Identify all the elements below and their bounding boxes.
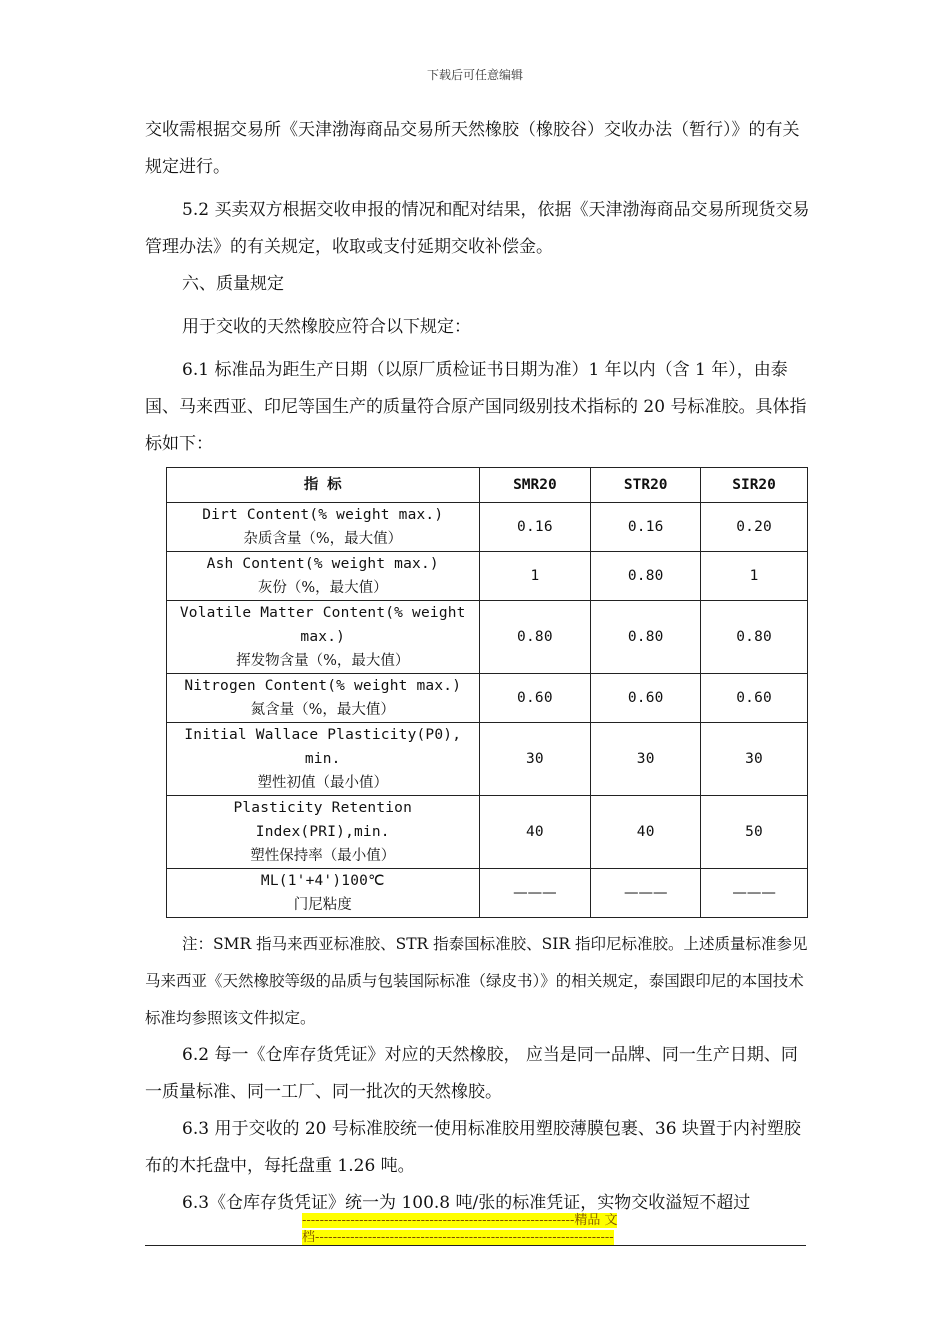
value-str: 0.80 [591,601,701,674]
indicator-en: Volatile Matter Content(% weight max.) [179,605,466,645]
table-header-row [167,468,808,503]
value-smr: 1 [479,552,591,601]
document-body [145,112,810,1222]
value-str: ——— [591,869,701,918]
footer-line-1: --------------------------------------------------------------精品 文 [302,1213,618,1228]
table-row [167,552,808,601]
table-row [167,796,808,869]
paragraph-intro: 用于交收的天然橡胶应符合以下规定： [182,317,471,337]
value-sir: 50 [701,796,808,869]
paragraph-6-1: 6.1 标准品为距生产日期（以原厂质检证书日期为准）1 年以内（含 1 年），由泰国、马来西亚、印尼等国生产的质量符合原产国同级别技术指标的 20 号标准胶。具体指标如下： [145,360,807,454]
indicator-zh: 塑性初值（最小值） [257,775,388,791]
section-heading-quality: 六、质量规定 [182,274,284,294]
paragraph-6-3-warrant: 6.3《仓库存货凭证》统一为 100.8 吨/张的标准凭证，实物交收溢短不超过 [182,1193,751,1213]
indicator-en: Plasticity Retention Index(PRI),min. [233,800,413,840]
quality-spec-table [166,467,808,918]
indicator-en: ML(1'+4')100℃ [260,873,385,889]
indicator-en: Ash Content(% weight max.) [206,556,439,572]
value-sir: 1 [701,552,808,601]
table-row [167,601,808,674]
value-smr: 0.80 [479,601,591,674]
paragraph-6-3-packaging: 6.3 用于交收的 20 号标准胶统一使用标准胶用塑胶薄膜包裹、36 块置于内衬塑胶布的木托盘中，每托盘重 1.26 吨。 [145,1119,801,1176]
indicator-zh: 塑性保持率（最小值） [250,848,396,864]
value-str: 30 [591,723,701,796]
value-sir: 30 [701,723,808,796]
paragraph-6-2: 6.2 每一《仓库存货凭证》对应的天然橡胶， 应当是同一品牌、同一生产日期、同一质量标准、同一工厂、同一批次的天然橡胶。 [145,1045,798,1102]
value-smr: ——— [479,869,591,918]
value-smr: 0.16 [479,503,591,552]
value-sir: 0.80 [701,601,808,674]
indicator-zh: 氮含量（%，最大值） [250,702,395,718]
table-row [167,674,808,723]
note-text: 注：SMR 指马来西亚标准胶、STR 指泰国标准胶、SIR 指印尼标准胶。上述质量标准参见马来西亚《天然橡胶等级的品质与包装国际标准（绿皮书）》的相关规定，泰国跟印尼的本国技术标准均参照该文件拟定。 [145,935,808,1027]
value-sir: 0.60 [701,674,808,723]
value-str: 0.16 [591,503,701,552]
indicator-zh: 挥发物含量（%，最大值） [236,653,410,669]
indicator-zh: 门尼粘度 [293,897,352,913]
footer-divider [145,1245,806,1246]
table-row [167,869,808,918]
indicator-en: Nitrogen Content(% weight max.) [184,678,462,694]
value-sir: 0.20 [701,503,808,552]
table-note [145,926,810,1037]
header-smr20: SMR20 [479,468,591,503]
table-row [167,723,808,796]
paragraph-exchange-rules: 交收需根据交易所《天津渤海商品交易所天然橡胶（橡胶谷）交收办法（暂行）》的有关规定进行。 [145,120,800,177]
value-str: 0.60 [591,674,701,723]
indicator-zh: 灰份（%，最大值） [257,580,388,596]
header-indicator: 指 标 [167,468,480,503]
value-str: 0.80 [591,552,701,601]
value-smr: 0.60 [479,674,591,723]
value-smr: 30 [479,723,591,796]
footer-watermark [302,1212,647,1246]
paragraph-5-2: 5.2 买卖双方根据交收申报的情况和配对结果，依据《天津渤海商品交易所现货交易管理办法》的有关规定，收取或支付延期交收补偿金。 [145,200,810,257]
value-str: 40 [591,796,701,869]
header-str20: STR20 [591,468,701,503]
indicator-zh: 杂质含量（%，最大值） [243,531,403,547]
footer-line-2: 档-------------------------------------------------------------------- [302,1230,614,1245]
table-row [167,503,808,552]
page-header: 下载后可任意编辑 [426,68,523,82]
header-sir20: SIR20 [701,468,808,503]
value-smr: 40 [479,796,591,869]
value-sir: ——— [701,869,808,918]
indicator-en: Initial Wallace Plasticity(P0), min. [184,727,462,767]
indicator-en: Dirt Content(% weight max.) [202,507,444,523]
